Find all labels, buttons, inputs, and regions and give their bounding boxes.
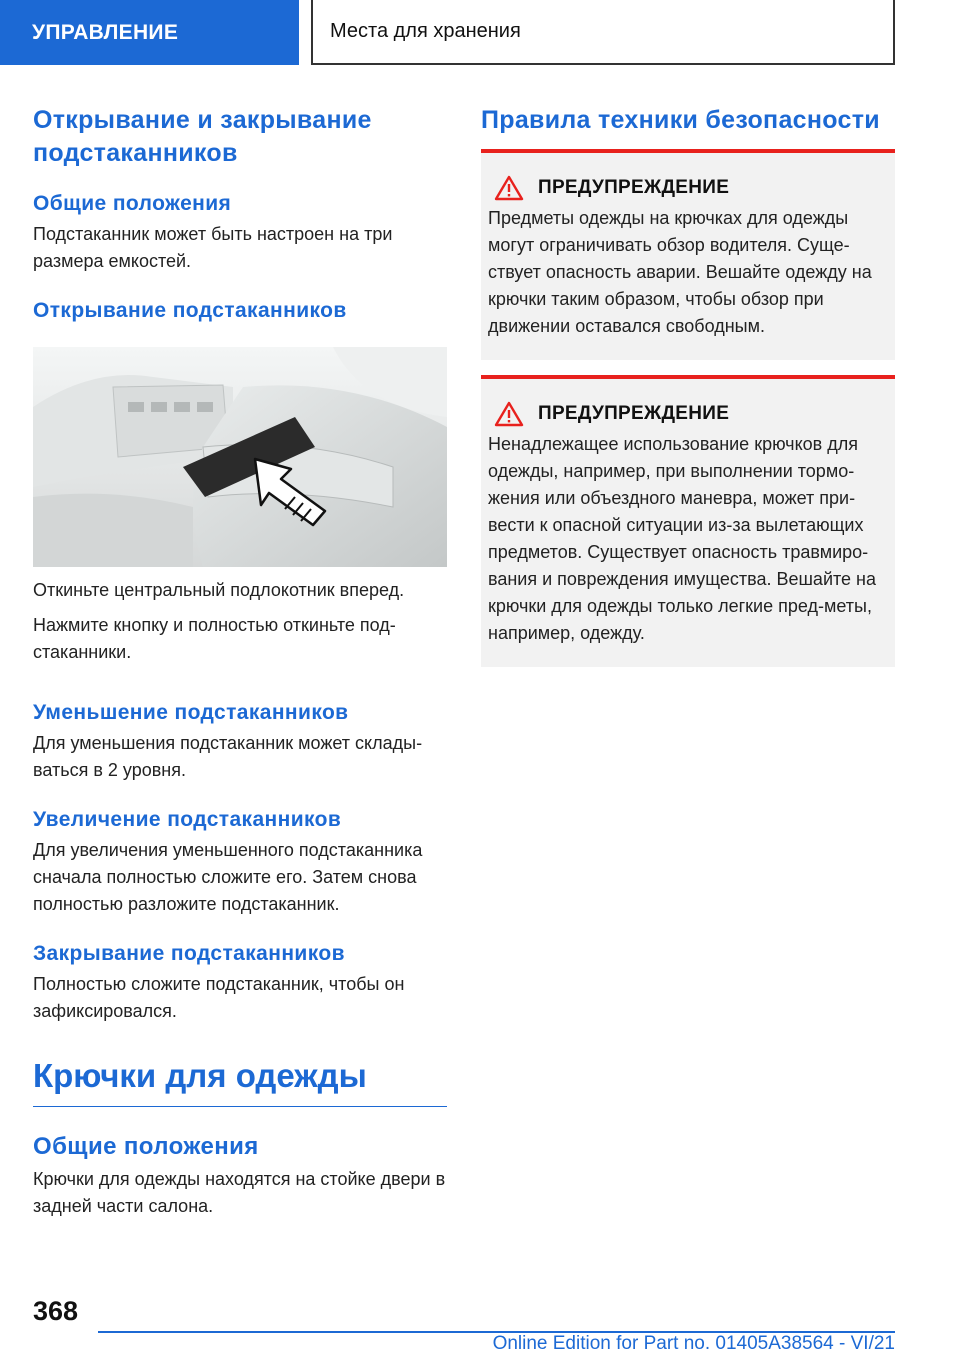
enlarge-heading: Увеличение подстаканников bbox=[33, 808, 342, 831]
warning-text-2: Ненадлежащее использование крючков для одежды, например, при выполнении тормо-жения или объездного маневра, может при-вести к опасной ситуации из-за вылетающих предметов. Существует опасность травмиро-вания и повреждения имущества. Вешайте на крючки для одежды только легкие пред-меты, например, одежду. bbox=[488, 434, 877, 643]
warning-triangle-icon bbox=[494, 175, 524, 201]
header-section-label: УПРАВЛЕНИЕ bbox=[32, 20, 179, 44]
enlarge-text: Для увеличения уменьшенного подстаканника сначала полностью сложите его. Затем снова полностью разложите подстаканник. bbox=[33, 840, 423, 914]
header-section-tab[interactable] bbox=[0, 0, 299, 65]
closing-text: Полностью сложите подстаканник, чтобы он зафиксировался. bbox=[33, 974, 405, 1021]
opening-step-1: Откиньте центральный подлокотник вперед. bbox=[33, 580, 405, 600]
hooks-title-rule bbox=[33, 1106, 447, 1107]
opening-heading: Открывание подстаканников bbox=[33, 299, 347, 322]
safety-section-title: Правила техники безопасности bbox=[481, 106, 880, 134]
header-chapter-label: Места для хранения bbox=[330, 20, 521, 42]
hooks-general-heading: Общие положения bbox=[33, 1133, 259, 1160]
right-column bbox=[481, 104, 895, 667]
header-chapter-box bbox=[311, 0, 895, 65]
reduce-heading: Уменьшение подстаканников bbox=[33, 701, 349, 724]
warning-label-2: ПРЕДУПРЕЖДЕНИЕ bbox=[538, 403, 730, 424]
closing-heading: Закрывание подстаканников bbox=[33, 942, 345, 965]
warning-box-2 bbox=[481, 379, 895, 667]
armrest-photo bbox=[33, 347, 447, 567]
opening-step-2: Нажмите кнопку и полностью откиньте под-стаканники. bbox=[33, 615, 396, 662]
warning-text-1: Предметы одежды на крючках для одежды могут ограничивать обзор водителя. Суще-ствует опасность аварии. Вешайте одежду на крючки таким образом, чтобы обзор при движении оставался свободным. bbox=[488, 208, 872, 336]
hooks-general-text: Крючки для одежды находятся на стойке двери в задней части салона. bbox=[33, 1169, 446, 1216]
page-number: 368 bbox=[33, 1296, 79, 1326]
warning-box-1 bbox=[481, 153, 895, 360]
cupholder-section-title: Открывание и закрывание подстаканников bbox=[33, 106, 372, 167]
left-column bbox=[33, 104, 447, 1220]
armrest-illustration bbox=[33, 347, 447, 567]
general-text: Подстаканник может быть настроен на три размера емкостей. bbox=[33, 224, 393, 271]
hooks-section-title: Крючки для одежды bbox=[33, 1057, 367, 1094]
general-heading: Общие положения bbox=[33, 192, 232, 215]
reduce-text: Для уменьшения подстаканник может склады-ваться в 2 уровня. bbox=[33, 733, 423, 780]
warning-triangle-icon bbox=[494, 401, 524, 427]
warning-label-1: ПРЕДУПРЕЖДЕНИЕ bbox=[538, 177, 730, 198]
edition-text: Online Edition for Part no. 01405A38564 - VI/21 bbox=[492, 1333, 895, 1354]
